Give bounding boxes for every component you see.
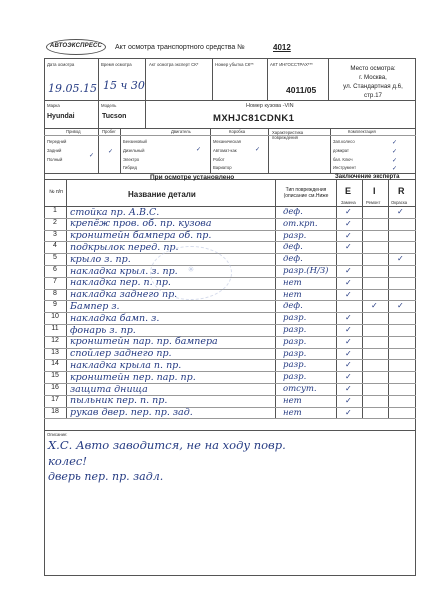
row-damage-type: разр. <box>283 325 307 335</box>
column-e-header: E <box>345 186 352 196</box>
row-part-name: пыльник пер. п. пр. <box>70 395 168 407</box>
row-replace-mark: ✓ <box>345 207 352 216</box>
divider <box>98 58 99 100</box>
model-value: Tucson <box>102 113 127 120</box>
row-replace-mark: ✓ <box>345 395 352 405</box>
engine-petrol: Бензиновый <box>123 139 147 144</box>
divider <box>212 58 213 100</box>
drive-header: Привод <box>66 129 81 134</box>
check-mark: ✓ <box>392 149 398 155</box>
row-repair-mark: ✓ <box>371 301 378 311</box>
row-part-name: подкрылок перед. пр. <box>70 241 179 253</box>
row-damage-type: разр. <box>283 230 307 241</box>
row-damage-type: разр. <box>283 313 307 324</box>
row-damage-type: разр. <box>283 372 307 383</box>
engine-header: Двигатель <box>171 129 191 134</box>
row-number: 10 <box>51 313 59 321</box>
divider <box>98 100 99 128</box>
row-number: 11 <box>51 325 59 332</box>
row-replace-mark: ✓ <box>345 289 352 299</box>
row-damage-type: нет <box>283 407 302 418</box>
row-damage-type: деф. <box>283 254 303 265</box>
drive-full: Полный <box>47 157 63 162</box>
gearbox-header: Коробка <box>229 129 246 134</box>
notes-line-1: Х.С. Авто заводится, не на ходу повр. <box>48 438 286 452</box>
engine-electric: Электро <box>123 157 140 162</box>
inspection-place: Место осмотра: г. Москва, ул. Стандартная д.6, стр.17 <box>343 65 403 99</box>
row-replace-mark: ✓ <box>345 242 352 252</box>
row-part-name: Бампер з. <box>70 300 120 312</box>
gearbox-cvt: Вариатор <box>213 165 232 170</box>
row-number: 8 <box>53 289 57 297</box>
act-number-value: 4011/05 <box>286 85 317 95</box>
column-damage-type-header: Тип повреждения (описание см.Ниже <box>283 187 329 199</box>
row-number: 7 <box>53 277 57 285</box>
expert-conclusion-header: Заключение эксперта <box>335 174 400 180</box>
column-e-subheader: Замена <box>341 200 356 205</box>
row-damage-type: нет <box>283 277 302 288</box>
notes-line-2: колес! <box>48 454 87 468</box>
row-part-name: стойка пр. А.В.С. <box>70 206 160 218</box>
divider <box>267 58 268 100</box>
divider <box>328 58 329 100</box>
time-label: Время осмотра <box>101 62 132 67</box>
row-number: 17 <box>51 395 59 403</box>
row-replace-mark: ✓ <box>345 372 352 382</box>
row-damage-type: от.крп. <box>283 218 318 229</box>
engine-hybrid: Гибрид <box>123 165 137 170</box>
row-part-name: кронштейн бампера об. пр. <box>70 230 212 242</box>
watermark-stamp: ✳ <box>150 246 232 300</box>
row-part-name: кронштейн пар. пр. бампера <box>70 336 218 348</box>
gearbox-robot: Робот <box>213 157 225 162</box>
row-replace-mark: ✓ <box>345 407 352 417</box>
column-r-header: R <box>398 186 405 196</box>
row-replace-mark: ✓ <box>345 266 352 275</box>
divider <box>44 135 416 136</box>
notes-line-3: дверь пер. пр. задл. <box>48 470 164 483</box>
drive-rear: Задний <box>47 148 62 153</box>
mileage-header: Пробег <box>102 129 116 134</box>
row-damage-type: деф. <box>283 242 303 253</box>
brand-label: Марка <box>47 103 60 108</box>
document-number: 4012 <box>273 43 291 52</box>
date-label: Дата осмотра <box>47 62 75 67</box>
row-number: 1 <box>53 207 57 214</box>
divider <box>44 100 416 101</box>
row-replace-mark: ✓ <box>345 277 352 287</box>
drive-front: Передний <box>47 139 67 144</box>
row-number: 12 <box>51 336 59 344</box>
notes-label: Описание: <box>47 432 68 437</box>
kit-spare-wheel: Зап.колесо <box>333 139 355 144</box>
check-mark: ✓ <box>255 147 261 153</box>
row-damage-type: деф. <box>283 207 303 217</box>
kit-wheel-key: бал. Ключ <box>333 157 353 162</box>
row-replace-mark: ✓ <box>345 360 352 370</box>
row-damage-type: разр. <box>283 360 307 371</box>
row-part-name: накладка пер. п. пр. <box>70 277 171 289</box>
column-i-subheader: Ремонт <box>366 200 381 205</box>
kit-tools: Инструмент <box>333 165 357 170</box>
row-replace-mark: ✓ <box>345 218 352 228</box>
row-part-name: накладка крыла п. пр. <box>70 359 182 371</box>
row-part-name: накладка бамп. з. <box>70 312 160 324</box>
engine-diesel: Дизельный <box>123 148 145 153</box>
kit-jack: домкрат <box>333 148 349 153</box>
date-value: 19.05.15 <box>48 82 97 95</box>
row-part-name: рукав двер. пер. пр. зад. <box>70 407 193 419</box>
document-title: Акт осмотра транспортного средства № <box>115 44 245 51</box>
row-replace-mark: ✓ <box>345 348 352 358</box>
row-replace-mark: ✓ <box>345 384 352 393</box>
gearbox-auto: Автомат-как <box>213 148 237 153</box>
row-divider <box>44 418 416 419</box>
row-part-name: защита днища <box>70 383 148 395</box>
row-damage-type: разр.(Н/З) <box>283 266 329 276</box>
row-part-name: спойлер заднего пр. <box>70 348 172 360</box>
brand-value: Hyundai <box>47 113 75 120</box>
column-part-header: Название детали <box>128 190 196 199</box>
company-logo: АВТОЭКСПРЕСС <box>46 39 106 55</box>
row-replace-mark: ✓ <box>345 336 352 346</box>
check-mark: ✓ <box>392 166 398 172</box>
row-part-name: кронштейн пер. пар. пр. <box>70 371 196 383</box>
time-value: 15 ч 30 <box>103 79 145 92</box>
kit-header: Комплектация <box>348 129 376 134</box>
check-mark: ✓ <box>89 153 95 159</box>
column-r-subheader: Окраска <box>391 200 408 205</box>
found-header: При осмотре установлено <box>150 174 235 181</box>
column-number-header: № п/п <box>49 189 63 195</box>
divider <box>44 430 416 431</box>
row-paint-mark: ✓ <box>397 254 404 264</box>
check-mark: ✓ <box>108 149 114 155</box>
check-mark: ✓ <box>392 140 398 146</box>
row-replace-mark: ✓ <box>345 230 352 240</box>
check-mark: ✓ <box>392 158 398 164</box>
row-number: 9 <box>53 301 57 309</box>
vin-label: Номер кузова -VIN <box>246 103 294 109</box>
row-damage-type: деф. <box>283 301 303 312</box>
row-number: 3 <box>53 230 57 238</box>
row-damage-type: отсут. <box>283 384 317 394</box>
divider <box>145 100 146 128</box>
expert-label: Акт осмотра эксперт СК* <box>149 62 199 67</box>
row-part-name: накладка заднего пр. <box>70 289 178 301</box>
row-number: 15 <box>51 372 59 380</box>
damage-characteristics-header: Характеристика повреждения <box>272 130 304 140</box>
vin-value: MXHJC81CDNK1 <box>213 113 295 124</box>
row-number: 6 <box>53 266 57 273</box>
row-number: 13 <box>51 348 59 356</box>
divider <box>145 58 146 100</box>
row-number: 14 <box>51 360 59 368</box>
row-damage-type: нет <box>283 395 302 406</box>
claim-number-label: Номер убытка СК** <box>215 62 254 67</box>
check-mark: ✓ <box>196 147 202 153</box>
gearbox-manual: Механическая <box>213 139 241 144</box>
row-number: 4 <box>53 242 57 250</box>
row-replace-mark: ✓ <box>345 325 352 334</box>
row-paint-mark: ✓ <box>397 207 404 216</box>
row-part-name: крыло з. пр. <box>70 253 131 265</box>
row-paint-mark: ✓ <box>397 301 404 311</box>
row-number: 18 <box>51 407 59 415</box>
row-part-name: фонарь з. пр. <box>70 324 136 336</box>
row-number: 2 <box>53 218 57 226</box>
row-damage-type: нет <box>283 289 302 300</box>
row-damage-type: разр. <box>283 336 307 347</box>
column-i-header: I <box>373 186 376 196</box>
row-replace-mark: ✓ <box>345 313 352 323</box>
row-number: 16 <box>51 384 59 391</box>
row-number: 5 <box>53 254 57 262</box>
act-number-label: АКТ ИНГОССТРАХ*** <box>270 62 313 67</box>
row-damage-type: разр. <box>283 348 307 359</box>
model-label: Модель <box>101 103 117 108</box>
row-part-name: крепёж пров. об. пр. кузова <box>70 218 212 230</box>
row-part-name: накладка крыл. з. пр. <box>70 265 178 277</box>
